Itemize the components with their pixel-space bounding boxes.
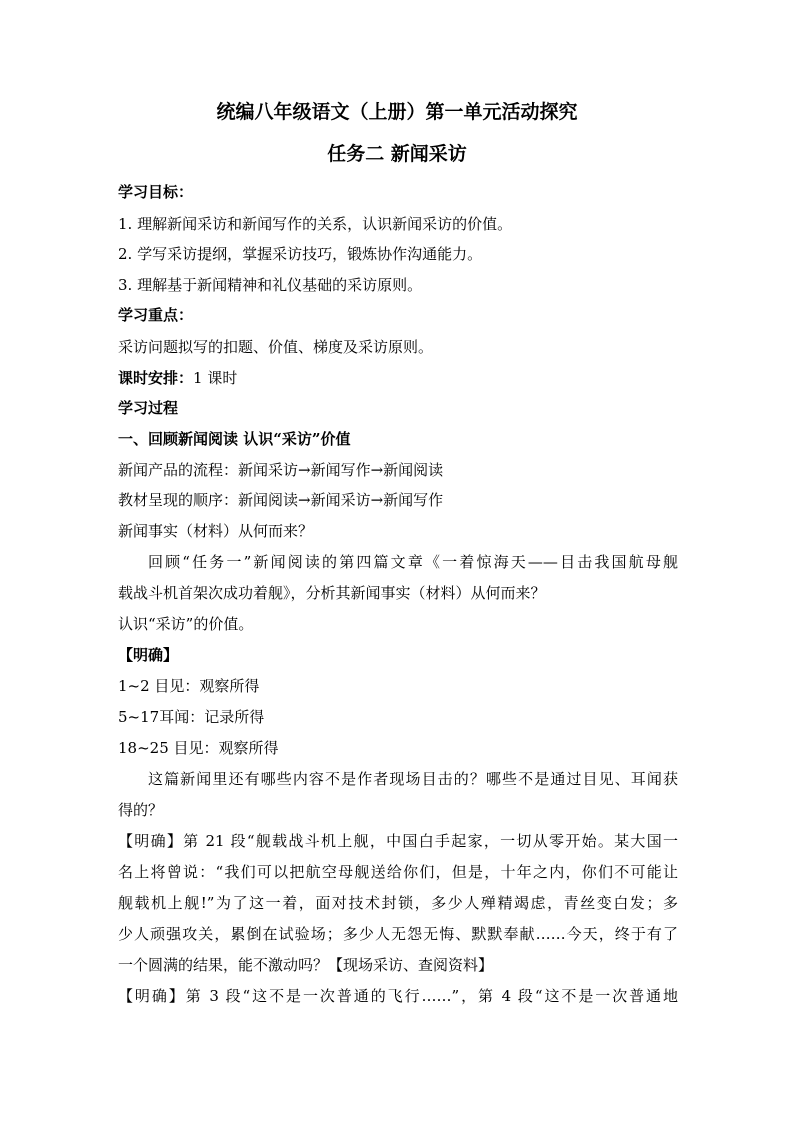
schedule-label: 课时安排： [118, 369, 194, 387]
clarify-item-2: 5~17耳闻：记录所得 [118, 708, 265, 726]
section-1-heading: 一、回顾新闻阅读 认识“采访”价值 [118, 430, 351, 448]
flow-textbook-text: 教材呈现的顺序：新闻阅读→新闻采访→新闻写作 [118, 491, 444, 509]
flow-product-text: 新闻产品的流程：新闻采访→新闻写作→新闻阅读 [118, 461, 444, 479]
focus-text: 采访问题拟写的扣题、价值、梯度及采访原则。 [118, 338, 434, 356]
focus-heading: 学习重点： [118, 306, 194, 324]
answer-1-line-4: 少人顽强攻关，累倒在试验场；多少人无怨无悔、默默奉献……今天，终于有了 [118, 925, 678, 943]
document-title: 统编八年级语文（上册）第一单元活动探究 [216, 101, 578, 123]
question-2-line-2: 得的？ [118, 801, 164, 819]
task-subtitle: 任务二 新闻采访 [327, 143, 467, 165]
clarify-label: 【明确】 [118, 646, 179, 664]
objective-item-2: 2. 学写采访提纲，掌握采访技巧，锻炼协作沟通能力。 [118, 245, 483, 263]
objective-item-1: 1. 理解新闻采访和新闻写作的关系，认识新闻采访的价值。 [118, 215, 513, 233]
process-heading: 学习过程 [118, 399, 179, 417]
schedule-line [118, 368, 678, 388]
review-paragraph-line-2: 载战斗机首架次成功着舰》，分析其新闻事实（材料）从何而来？ [118, 584, 546, 602]
answer-2-line-1: 【明确】第 3 段“这不是一次普通的飞行……”，第 4 段“这不是一次普通地 [118, 987, 678, 1005]
recognize-value-text: 认识“采访”的价值。 [118, 615, 254, 633]
answer-1-line-2: 名上将曾说：“我们可以把航空母舰送给你们，但是，十年之内，你们不可能让 [118, 863, 678, 881]
answer-1-line-3: 舰载机上舰!”为了这一着，面对技术封锁，多少人殚精竭虑，青丝变白发；多 [118, 894, 678, 912]
schedule-value: 1 课时 [193, 369, 238, 387]
answer-1-line-5: 一个圆满的结果，能不激动吗？【现场采访、查阅资料】 [118, 956, 494, 974]
clarify-item-1: 1~2 目见：观察所得 [118, 677, 260, 695]
objective-item-3: 3. 理解基于新闻精神和礼仪基础的采访原则。 [118, 276, 423, 294]
review-paragraph-line-1: 回顾“任务一”新闻阅读的第四篇文章《一着惊海天——目击我国航母舰 [148, 553, 678, 571]
answer-1-line-1: 【明确】第 21 段“舰载战斗机上舰，中国白手起家，一切从零开始。某大国一 [118, 832, 678, 850]
objectives-heading: 学习目标： [118, 183, 194, 201]
question-2-line-1: 这篇新闻里还有哪些内容不是作者现场目击的？哪些不是通过目见、耳闻获 [148, 770, 678, 788]
question-source-text: 新闻事实（材料）从何而来？ [118, 522, 314, 540]
clarify-item-3: 18~25 目见：观察所得 [118, 739, 279, 757]
